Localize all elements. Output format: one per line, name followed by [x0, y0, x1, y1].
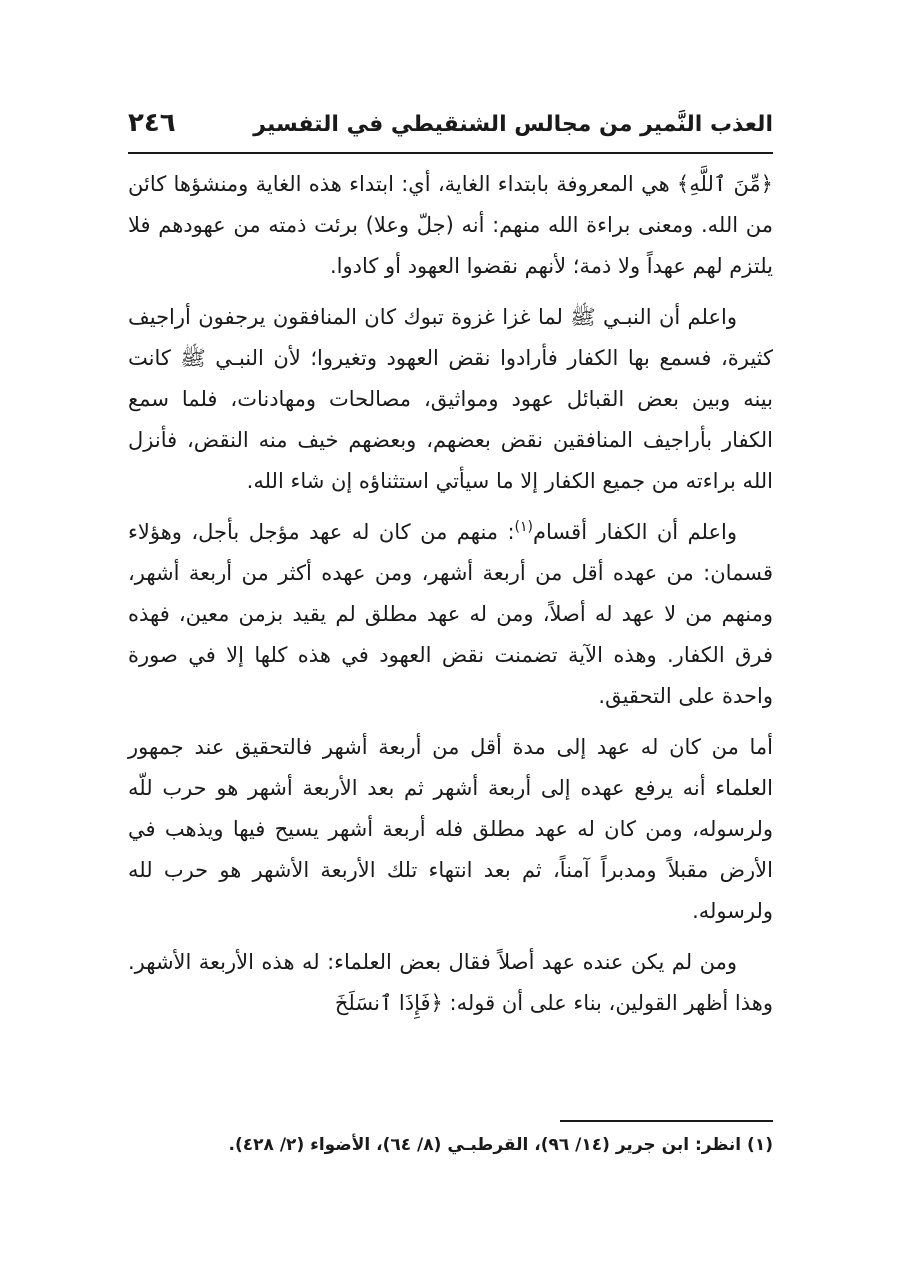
header-divider — [128, 152, 773, 154]
footnote-1: (١) انظر: ابن جرير (١٤/ ٩٦)، القرطبـي (٨/ ٦٤)، الأضواء (٢/ ٤٢٨). — [228, 1135, 773, 1155]
paragraph-2: واعلم أن النبـي ﷺ لما غزا غزوة تبوك كان المنافقون يرجفون أراجيف كثيرة، فسمع بها الكفار فأرادوا نقض العهود وتغيروا؛ لأن النبـي ﷺ كانت بينه وبين بعض القبائل عهود ومواثيق، مصالحات ومهادنات، فلما سمع الكفار بأراجيف المنافقين نقض بعضهم، وبعضهم خيف منه النقض، فأنزل الله براءته من جميع الكفار إلا ما سيأتي استثناؤه إن شاء الله. — [128, 305, 773, 493]
running-header — [128, 106, 773, 152]
footnote-divider — [560, 1120, 773, 1122]
footnote-reference[interactable]: (١) — [514, 519, 534, 535]
main-text — [128, 164, 773, 1034]
paragraph-5: ومن لم يكن عنده عهد أصلاً فقال بعض العلماء: له هذه الأربعة الأشهر. وهذا أظهر القولين، بناء على أن قوله: ﴿فَإِذَا ٱنسَلَخَ — [128, 950, 773, 1015]
book-title: العذب النَّمير من مجالس الشنقيطي في التفسير — [253, 112, 773, 137]
paragraph-3-rest: : منهم من كان له عهد مؤجل بأجل، وهؤلاء قسمان: من عهده أقل من أربعة أشهر، ومن عهده أكثر من أربعة أشهر، ومنهم من لا عهد له أصلاً، ومن له عهد مطلق لم يقيد بزمن معين، فهذه فرق الكفار. وهذه الآية تضمنت نقض العهود في هذه كلها إلا في صورة واحدة على التحقيق. — [128, 520, 773, 708]
paragraph-3 — [128, 512, 773, 717]
paragraph-1: ﴿مِّنَ ٱللَّهِ﴾ هي المعروفة بابتداء الغاية، أي: ابتداء هذه الغاية ومنشؤها كائن من الله. ومعنى براءة الله منهم: أنه (جلّ وعلا) برئت ذمته من عهودهم فلا يلتزم لهم عهداً ولا ذمة؛ لأنهم نقضوا العهود أو كادوا. — [128, 172, 773, 278]
page-number: ٢٤٦ — [128, 108, 176, 138]
paragraph-4: أما من كان له عهد إلى مدة أقل من أربعة أشهر فالتحقيق عند جمهور العلماء أنه يرفع عهده إلى أربعة أشهر ثم بعد الأربعة أشهر هو حرب للّه ولرسوله، ومن كان له عهد مطلق فله أربعة أشهر يسيح فيها ويذهب في الأرض مقبلاً ومدبراً آمناً، ثم بعد انتهاء تلك الأربعة الأشهر هو حرب لله ولرسوله. — [128, 735, 773, 923]
paragraph-3-start: واعلم أن الكفار أقسام — [533, 520, 738, 544]
